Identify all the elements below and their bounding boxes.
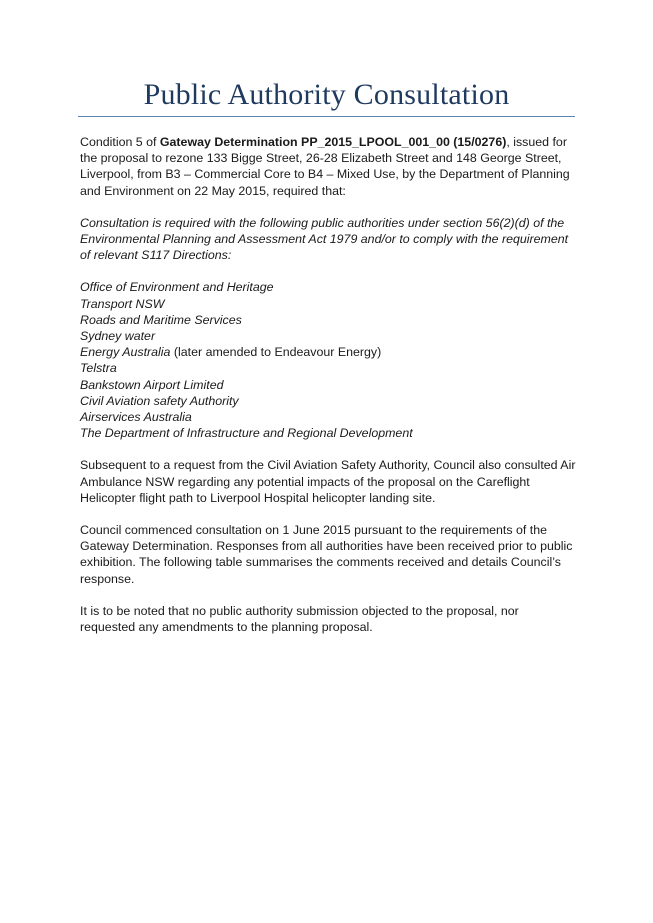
authority-item bbox=[80, 360, 576, 376]
authority-name: The Department of Infrastructure and Regional Development bbox=[80, 426, 413, 441]
intro-text-post: , issued for the proposal to rezone 133 Bigge Street, 26-28 Elizabeth Street and 148 George Street, Liverpool, from B3 – Commercial Core to B4 – Mixed Use, by the Department of Planning and Environment on 22 May 2015, required that: bbox=[80, 135, 570, 198]
authority-list bbox=[80, 279, 576, 441]
authority-item bbox=[80, 344, 576, 360]
authority-name: Civil Aviation safety Authority bbox=[80, 393, 239, 408]
gateway-determination-ref: Gateway Determination PP_2015_LPOOL_001_00 (15/0276) bbox=[159, 135, 507, 149]
consultation-commenced-paragraph: Council commenced consultation on 1 June 2015 pursuant to the requirements of the Gateway Determination. Responses from all authorities have been received prior to public exhibition. The following table summarises the comments received and details Council’s response. bbox=[80, 523, 573, 586]
title-underline bbox=[78, 116, 575, 117]
authority-item bbox=[80, 328, 576, 344]
authority-item bbox=[80, 377, 576, 393]
page-title: Public Authority Consultation bbox=[143, 78, 510, 111]
no-objection-paragraph: It is to be noted that no public authority submission objected to the proposal, nor requested any amendments to the planning proposal. bbox=[80, 603, 519, 635]
air-ambulance-paragraph: Subsequent to a request from the Civil Aviation Safety Authority, Council also consulted Air Ambulance NSW regarding any potential impacts of the proposal on the Careflight Helicopter flight path to Liverpool Hospital helicopter landing site. bbox=[80, 458, 576, 505]
authority-item bbox=[80, 296, 576, 312]
authority-item bbox=[80, 425, 576, 441]
authority-note: (later amended to Endeavour Energy) bbox=[170, 345, 382, 360]
authority-name: Transport NSW bbox=[80, 296, 165, 311]
intro-paragraph bbox=[80, 134, 576, 199]
intro-text-pre: Condition 5 of bbox=[80, 135, 160, 149]
authority-name: Sydney water bbox=[80, 329, 156, 344]
authority-item bbox=[80, 393, 576, 409]
authority-item bbox=[80, 409, 576, 425]
authority-name: Bankstown Airport Limited bbox=[80, 377, 224, 392]
authority-name: Energy Australia bbox=[80, 345, 171, 360]
authority-name: Roads and Maritime Services bbox=[80, 312, 242, 327]
document-body bbox=[80, 134, 576, 651]
authority-name: Airservices Australia bbox=[80, 410, 192, 425]
authority-name: Telstra bbox=[80, 361, 117, 376]
authority-item bbox=[80, 312, 576, 328]
authority-item bbox=[80, 279, 576, 295]
authority-name: Office of Environment and Heritage bbox=[80, 280, 274, 295]
condition-quote: Consultation is required with the following public authorities under section 56(2)(d) of the Environmental Planning and Assessment Act 1979 and/or to comply with the requirement of relevant S117 Directions: bbox=[80, 215, 569, 263]
